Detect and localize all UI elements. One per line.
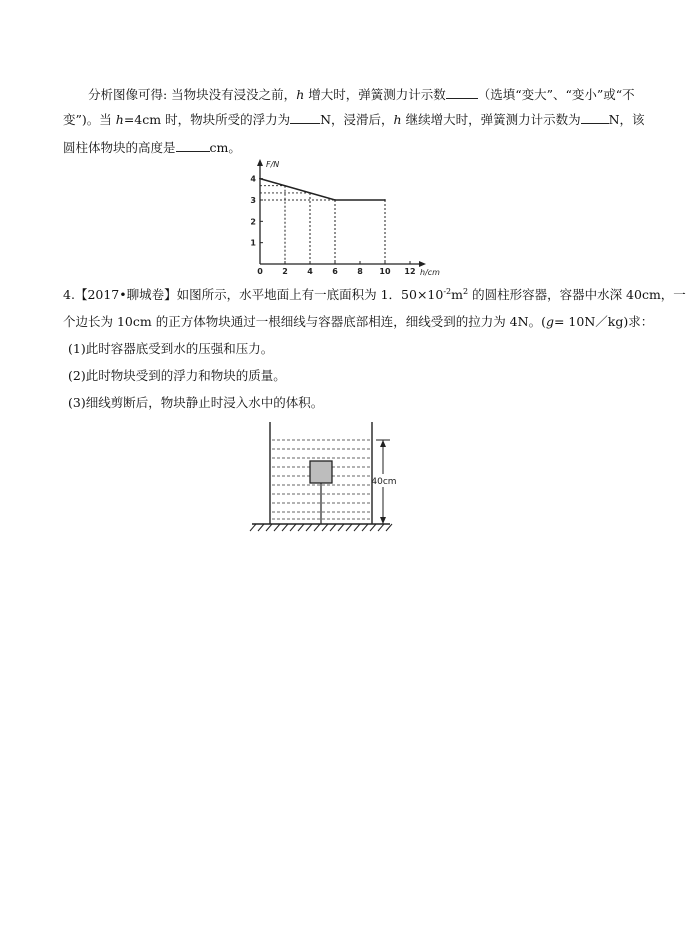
question4-line-2-text-a: 个边长为 10cm 的正方体物块通过一根细线与容器底部相连，细线受到的拉力为 4N。( <box>63 314 546 329</box>
variable-h: h <box>393 112 402 127</box>
answer-blank-3[interactable] <box>581 111 609 124</box>
arrow-down-icon <box>380 517 386 524</box>
answer-blank-1[interactable] <box>446 86 478 99</box>
intro-line-2-text-b: =4cm 时，物块所受的浮力为 <box>123 112 291 127</box>
sub-question-2: (2)此时物块受到的浮力和物块的质量。 <box>68 368 286 383</box>
intro-line-1-text-c: （选填“变大”、“变小”或“不 <box>477 87 635 102</box>
x-tick-label: 2 <box>282 267 288 276</box>
force-depth-chart <box>250 158 450 276</box>
arrow-up-icon <box>380 440 386 447</box>
intro-line-2-text-a: 变”)。当 <box>63 112 116 127</box>
y-tick-label: 3 <box>250 196 256 205</box>
question4-line-1-text-a: 如图所示，水平地面上有一底面积为 1．50×10 <box>176 287 444 302</box>
intro-line-2-text-e: N，该 <box>608 112 645 127</box>
question-number: 4. <box>63 287 75 302</box>
sub-question-3: (3)细线剪断后，物块静止时浸入水中的体积。 <box>68 395 324 410</box>
variable-g: g <box>545 314 554 329</box>
exponent-neg2: -2 <box>443 286 452 296</box>
answer-blank-4[interactable] <box>176 139 210 152</box>
question-source: 【2017•聊城卷】 <box>74 287 177 302</box>
x-tick-label: 8 <box>357 267 363 276</box>
variable-h: h <box>296 87 305 102</box>
ground-hatching <box>250 524 392 531</box>
exponent-2: 2 <box>463 286 469 296</box>
x-tick-label: 10 <box>379 267 391 276</box>
data-point <box>384 199 386 201</box>
data-point <box>334 199 336 201</box>
intro-line-1 <box>88 86 635 104</box>
sub-question-1: (1)此时容器底受到水的压强和压力。 <box>68 341 274 356</box>
y-tick-label: 4 <box>250 174 256 184</box>
intro-line-2-text-d: 继续增大时，弹簧测力计示数为 <box>401 112 581 127</box>
intro-line-1-text-a: 分析图像可得: 当物块没有浸没之前， <box>88 87 297 102</box>
intro-line-1-text-b: 增大时，弹簧测力计示数 <box>304 87 446 102</box>
x-tick-label: 12 <box>404 267 416 276</box>
intro-line-3-text-a: 圆柱体物块的高度是 <box>63 140 176 155</box>
intro-line-2 <box>63 111 645 129</box>
question4-line-1-text-c: 的圆柱形容器，容器中水深 40cm，一 <box>468 287 686 302</box>
y-tick-label: 2 <box>250 217 256 227</box>
x-tick-label: 6 <box>332 267 338 276</box>
container-diagram <box>248 418 408 536</box>
y-tick-label: 1 <box>250 238 256 248</box>
y-axis-arrow-icon <box>257 159 263 166</box>
intro-line-3-text-b: cm。 <box>209 140 241 155</box>
answer-blank-2[interactable] <box>290 111 320 124</box>
x-tick-label: 4 <box>307 267 313 276</box>
data-point <box>259 178 261 180</box>
question4-line-1 <box>63 286 686 304</box>
intro-line-3 <box>63 139 241 157</box>
series-line <box>260 179 385 200</box>
x-axis-label: h/cm <box>420 268 440 277</box>
y-axis-label: F/N <box>266 160 280 169</box>
variable-h: h <box>115 112 124 127</box>
depth-label: 40cm <box>371 477 397 487</box>
cube-block <box>310 461 332 483</box>
question4-line-2 <box>63 313 653 331</box>
intro-line-2-text-c: N，浸滑后， <box>320 112 394 127</box>
question4-line-1-text-b: m <box>451 287 463 302</box>
x-tick-label: 0 <box>257 267 263 276</box>
question4-line-2-text-b: = 10N／kg)求： <box>553 314 654 329</box>
x-axis-arrow-icon <box>419 261 426 267</box>
